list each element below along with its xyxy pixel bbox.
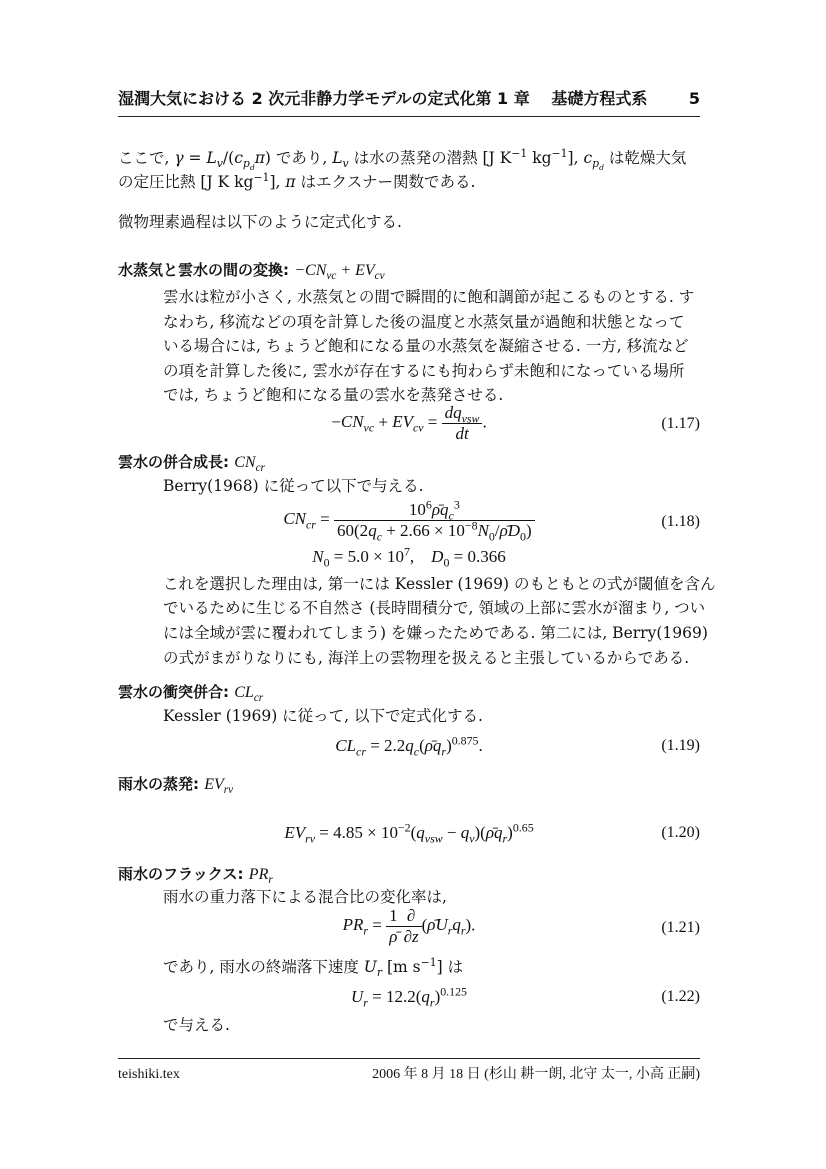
intro-line-1: ここで, $\gamma = L_v/(c_{p_d}\pi)$ であり, $L_v$ は水の蒸発の潜熱 [J $K^{-1}$ $kg^{-1}$], $c_{p_d}$ は乾燥大気 — [118, 146, 687, 173]
body-line: いる場合には, ちょうど飽和になる量の水蒸気を凝縮させる. 一方, 移流など — [163, 337, 689, 355]
section-heading-collision — [118, 680, 263, 705]
equation-1-22: $U_r = 12.2(q_r)^{0.125}$ — [351, 984, 467, 1010]
equation-number: (1.20) — [661, 824, 700, 841]
page-number: 5 — [688, 89, 700, 108]
body-line: 雨水の重力落下による混合比の変化率は, — [163, 888, 447, 906]
heading-math: $EV_{rv}$ — [204, 776, 234, 797]
heading-math: $-CN_{vc} + EV_{cv}$ — [294, 262, 385, 283]
heading-text: 水蒸気と雲水の間の変換: — [118, 261, 289, 279]
body-line: では, ちょうど飽和になる量の雲水を蒸発させる. — [163, 386, 504, 404]
body-line: Kessler (1969) に従って, 以下で定式化する. — [163, 707, 483, 725]
body-line: には全域が雲に覆われてしまう) を嫌ったためである. 第二には, Berry(1969) — [163, 624, 708, 642]
heading-math: $CL_{cr}$ — [234, 684, 264, 705]
body-line: の項を計算した後に, 雲水が存在するにも拘わらず未飽和になっている場所 — [163, 362, 685, 380]
section-heading-vapor-cloud — [118, 258, 385, 283]
equation-1-20: $EV_{rv} = 4.85 \times 10^{-2}(q_{vsw}$ − $q_v)(\rhōq_r)^{0.65}$ — [284, 820, 534, 846]
heading-text: 雨水の蒸発: — [118, 775, 199, 793]
footer-date-authors: 2006 年 8 月 18 日 (杉山 耕一朗, 北守 太一, 小高 正嗣) — [372, 1067, 700, 1082]
footer-rule — [118, 1058, 700, 1059]
body-line: Berry(1968) に従って以下で与える. — [163, 477, 424, 495]
heading-math: $PR_r$ — [248, 866, 273, 887]
equation-constants: $N_0 = 5.0 \times 10^7$, $D_0 = 0.366$ — [312, 544, 506, 570]
equation-1-21: $PR_r$ = $\frac{1}{\rhō}$ $\frac{\partial}{\partial z}$ $(\rhōU_rq_r)$. — [342, 906, 476, 946]
heading-text: 雲水の衝突併合: — [118, 683, 229, 701]
body-line: 雲水は粒が小さく, 水蒸気との間で瞬間的に飽和調節が起こるものとする. す — [163, 288, 695, 306]
section-heading-rain-flux — [118, 862, 273, 887]
body-line: であり, 雨水の終端落下速度 $U_r$ [m $s^{-1}$] は — [163, 955, 464, 980]
body-line: これを選択した理由は, 第一には Kessler (1969) のもともとの式が閾値を含ん — [163, 575, 716, 593]
body-line: でいるために生じる不自然さ (長時間積分で, 領域の上部に雲水が溜まり, つい — [163, 599, 706, 617]
section-heading-coalescence — [118, 450, 265, 475]
intro-line-3: 微物理素過程は以下のように定式化する. — [118, 213, 402, 231]
equation-number: (1.17) — [661, 415, 700, 432]
heading-text: 雲水の併合成長: — [118, 453, 229, 471]
equation-number: (1.21) — [661, 919, 700, 936]
equation-1-18: $CN_{cr}$ = $\frac{10^6\rhōq_c^3}{60(2q_c + 2.66 \times 10^{-8}N_0/\rhōD_0)}$ — [118, 500, 700, 541]
equation-1-19: $CL_{cr}$ = $2.2q_c(\rhōq_r)^{0.875}$. — [335, 733, 483, 759]
body-line: で与える. — [163, 1016, 230, 1034]
equation-1-17: $-CN_{vc} + EV_{cv}$ = $\frac{dq_{vsw}}{dt}$ . — [331, 403, 487, 443]
heading-math: $CN_{cr}$ — [234, 454, 265, 475]
footer-filename: teishiki.tex — [118, 1067, 180, 1082]
heading-text: 雨水のフラックス: — [118, 865, 244, 883]
header-rule — [118, 116, 700, 117]
equation-number: (1.18) — [661, 513, 700, 530]
section-heading-rain-evaporation — [118, 772, 233, 797]
equation-number: (1.19) — [661, 737, 700, 754]
body-line: の式がまがりなりにも, 海洋上の雲物理を扱えると主張しているからである. — [163, 649, 690, 667]
body-line: なわち, 移流などの項を計算した後の温度と水蒸気量が過飽和状態となって — [163, 313, 685, 331]
intro-line-2: の定圧比熱 [J K $kg^{-1}$], π はエクスナー関数である. — [118, 170, 476, 191]
equation-number: (1.22) — [661, 988, 700, 1005]
running-title: 湿潤大気における 2 次元非静力学モデルの定式化第 1 章 基礎方程式系 — [118, 89, 648, 108]
